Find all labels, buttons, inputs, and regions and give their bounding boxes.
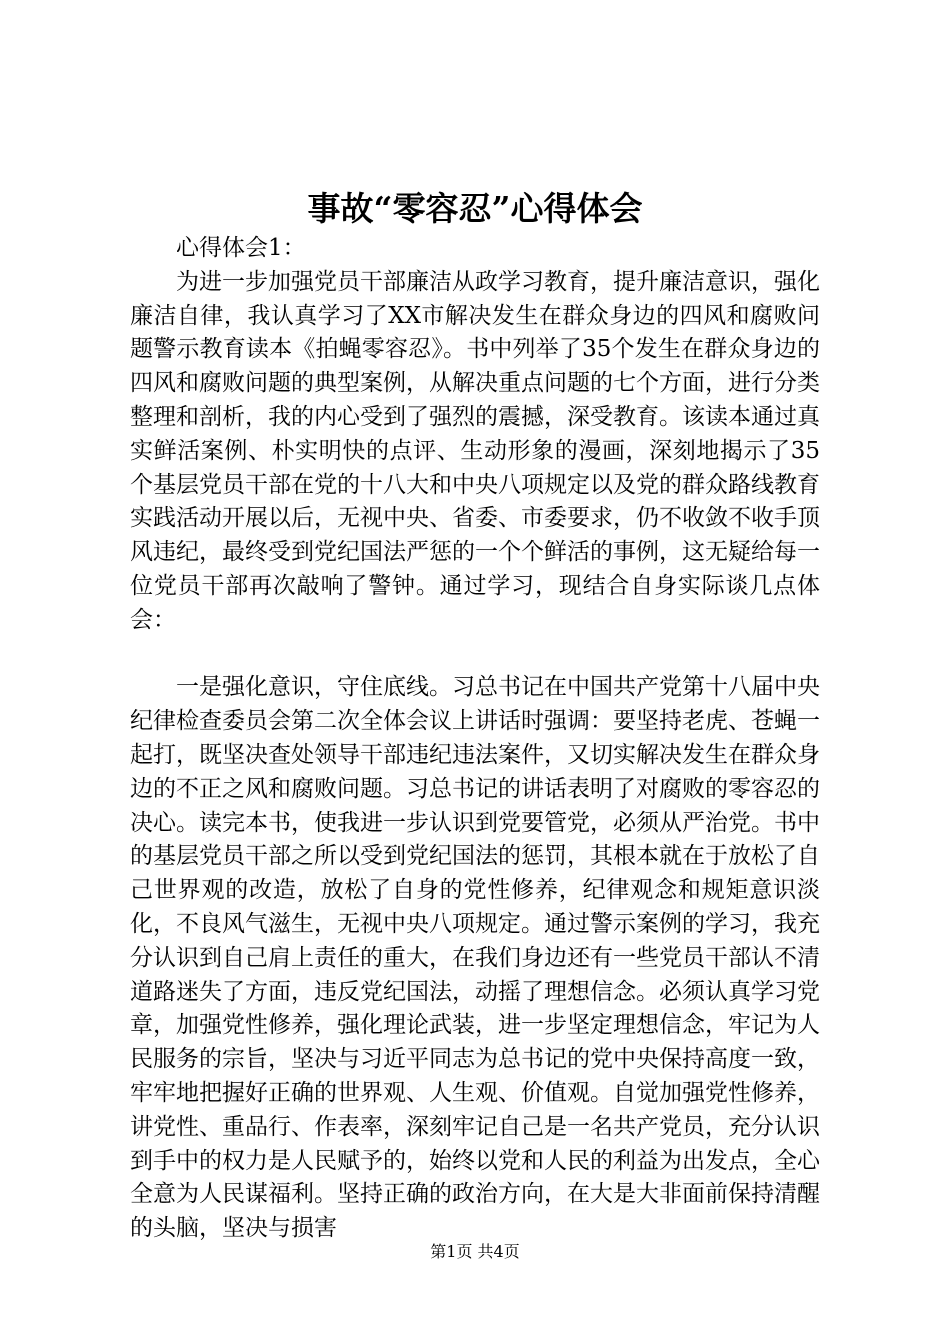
- page-number: 第1页 共4页: [430, 1242, 520, 1261]
- document-body: [130, 232, 820, 1246]
- body-paragraph: 为进一步加强党员干部廉洁从政学习教育，提升廉洁意识，强化廉洁自律，我认真学习了XX市解决发生在群众身边的四风和腐败问题警示教育读本《拍蝇零容忍》。书中列举了35个发生在群众身边的四风和腐败问题的典型案例，从解决重点问题的七个方面，进行分类整理和剖析，我的内心受到了强烈的震撼，深受教育。该读本通过真实鲜活案例、朴实明快的点评、生动形象的漫画，深刻地揭示了35个基层党员干部在党的十八大和中央八项规定以及党的群众路线教育实践活动开展以后，无视中央、省委、市委要求，仍不收敛不收手顶风违纪，最终受到党纪国法严惩的一个个鲜活的事例，这无疑给每一位党员干部再次敲响了警钟。通过学习，现结合自身实际谈几点体会：: [130, 268, 820, 633]
- document-title: 事故“零容忍”心得体会: [307, 189, 643, 228]
- section-heading: 心得体会1：: [176, 235, 306, 261]
- body-paragraph: 一是强化意识，守住底线。习总书记在中国共产党第十八届中央纪律检查委员会第二次全体会议上讲话时强调：要坚持老虎、苍蝇一起打，既坚决查处领导干部违纪违法案件，又切实解决发生在群众身边的不正之风和腐败问题。习总书记的讲话表明了对腐败的零容忍的决心。读完本书，使我进一步认识到党要管党，必须从严治党。书中的基层党员干部之所以受到党纪国法的惩罚，其根本就在于放松了自己世界观的改造，放松了自身的党性修养，纪律观念和规矩意识淡化，不良风气滋生，无视中央八项规定。通过警示案例的学习，我充分认识到自己肩上责任的重大，在我们身边还有一些党员干部认不清道路迷失了方面，违反党纪国法，动摇了理想信念。必须认真学习党章，加强党性修养，强化理论武装，进一步坚定理想信念，牢记为人民服务的宗旨，坚决与习近平同志为总书记的党中央保持高度一致，牢牢地把握好正确的世界观、人生观、价值观。自觉加强党性修养，讲党性、重品行、作表率，深刻牢记自己是一名共产党员，充分认识到手中的权力是人民赋予的，始终以党和人民的利益为出发点，全心全意为人民谋福利。坚持正确的政治方向，在大是大非面前保持清醒的头脑，坚决与损害: [130, 674, 820, 1242]
